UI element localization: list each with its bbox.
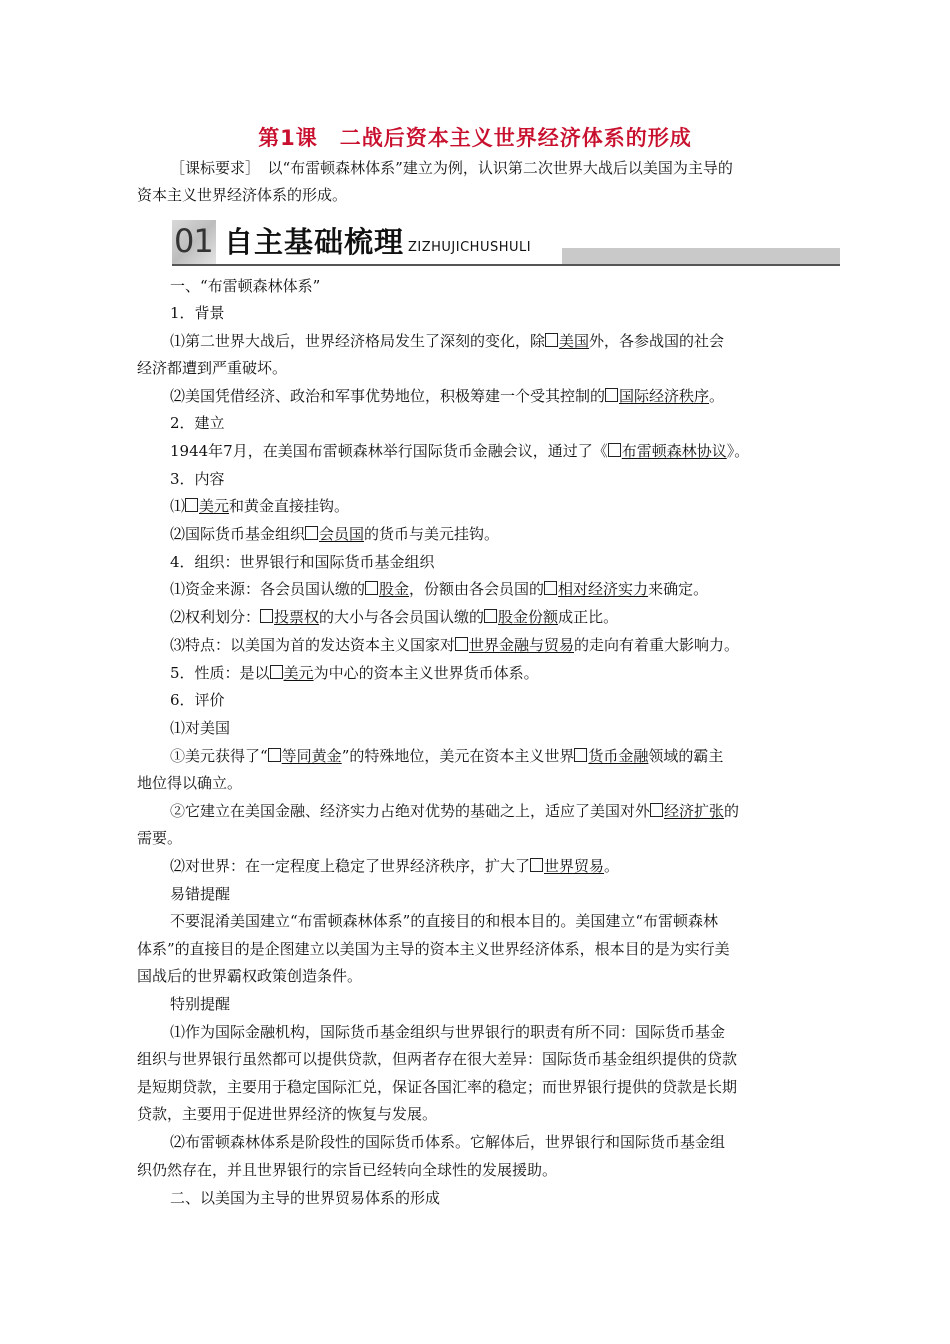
key-term: 世界金融与贸易 — [469, 636, 575, 654]
evaluation-usa-heading: ⑴对美国 — [170, 719, 231, 737]
key-term: 国际经济秩序 — [619, 387, 710, 405]
curriculum-requirement-line-2: 资本主义世界经济体系的形成。 — [137, 186, 348, 204]
tip-special-line-1: ⑴作为国际金融机构，国际货币基金组织与世界银行的职责有所不同：国际货币基金 — [170, 1023, 726, 1041]
tip-error-line-1: 不要混淆美国建立“布雷顿森林体系”的直接目的和根本目的。美国建立“布雷顿森林 — [170, 912, 719, 930]
answer-box-icon — [455, 637, 468, 651]
background-item-1: ⑴第二世界大战后，世界经济格局发生了深刻的变化，除 美国外，各参战国的社会 — [170, 332, 725, 350]
content-item-1: ⑴ 美元和黄金直接挂钩。 — [170, 497, 350, 515]
answer-box-icon — [365, 581, 378, 595]
tip-error-line-3: 国战后的世界霸权政策创造条件。 — [137, 967, 363, 985]
answer-box-icon — [650, 803, 663, 817]
section-banner — [172, 218, 840, 266]
key-term: 等同黄金 — [281, 747, 342, 765]
key-term: 美国 — [559, 332, 590, 350]
tip-error-heading: 易错提醒 — [170, 885, 231, 903]
evaluation-usa-item-1-cont: 地位得以确立。 — [137, 774, 243, 792]
evaluation-heading: 6．评价 — [170, 691, 225, 709]
background-item-1-cont: 经济都遭到严重破坏。 — [137, 359, 288, 377]
organization-item-1: ⑴资金来源：各会员国认缴的 股金，份额由各会员国的 相对经济实力来确定。 — [170, 580, 709, 598]
evaluation-world: ⑵对世界：在一定程度上稳定了世界经济秩序，扩大了 世界贸易。 — [170, 857, 620, 875]
answer-box-icon — [544, 581, 557, 595]
answer-box-icon — [305, 526, 318, 540]
tip-special-line-3: 是短期贷款，主要用于稳定国际汇兑，保证各国汇率的稳定；而世界银行提供的贷款是长期 — [137, 1078, 738, 1096]
organization-heading: 4．组织：世界银行和国际货币基金组织 — [170, 553, 435, 571]
evaluation-usa-item-2-cont: 需要。 — [137, 829, 183, 847]
tip-error-line-2: 体系”的直接目的是企图建立以美国为主导的资本主义世界经济体系，根本目的是为实行美 — [137, 940, 730, 958]
tip-special-line-5: ⑵布雷顿森林体系是阶段性的国际货币体系。它解体后，世界银行和国际货币基金组 — [170, 1133, 726, 1151]
answer-box-icon — [484, 609, 497, 623]
establish-text: 1944年7月，在美国布雷顿森林举行国际货币金融会议，通过了《 布雷顿森林协议》。 — [170, 442, 750, 460]
answer-box-icon — [530, 858, 543, 872]
banner-bar — [562, 248, 840, 264]
answer-box-icon — [608, 443, 621, 457]
tip-special-line-6: 织仍然存在，并且世界银行的宗旨已经转向全球性的发展援助。 — [137, 1161, 558, 1179]
evaluation-usa-item-2: ②它建立在美国金融、经济实力占绝对优势的基础之上，适应了美国对外 经济扩张的 — [170, 802, 740, 820]
banner-pinyin: ZIZHUJICHUSHULI — [408, 240, 532, 255]
key-term: 会员国 — [319, 525, 365, 543]
background-item-2: ⑵美国凭借经济、政治和军事优势地位，积极筹建一个受其控制的 国际经济秩序。 — [170, 387, 725, 405]
organization-item-2: ⑵权利划分： 投票权的大小与各会员国认缴的 股金份额成正比。 — [170, 608, 619, 626]
key-term: 货币金融 — [588, 747, 649, 765]
evaluation-usa-item-1: ①美元获得了“ 等同黄金”的特殊地位，美元在资本主义世界 货币金融领域的霸主 — [170, 747, 724, 765]
content-item-2: ⑵国际货币基金组织 会员国的货币与美元挂钩。 — [170, 525, 500, 543]
curriculum-requirement-line-1: ［课标要求］ 以“布雷顿森林体系”建立为例，认识第二次世界大战后以美国为主导的 — [170, 159, 733, 177]
answer-box-icon — [605, 388, 618, 402]
answer-box-icon — [574, 748, 587, 762]
key-term: 投票权 — [274, 608, 320, 626]
key-term: 美元 — [283, 664, 314, 682]
answer-box-icon — [268, 748, 281, 762]
tip-special-line-4: 贷款，主要用于促进世界经济的恢复与发展。 — [137, 1105, 438, 1123]
section-1-heading: 一、“布雷顿森林体系” — [170, 277, 321, 295]
answer-box-icon — [270, 665, 283, 679]
key-term: 股金 — [379, 580, 410, 598]
key-term: 布雷顿森林协议 — [621, 442, 727, 460]
tip-special-line-2: 组织与世界银行虽然都可以提供贷款，但两者存在很大差异：国际货币基金组织提供的贷款 — [137, 1050, 738, 1068]
answer-box-icon — [545, 333, 558, 347]
tip-special-heading: 特别提醒 — [170, 995, 231, 1013]
background-heading: 1．背景 — [170, 304, 225, 322]
key-term: 股金份额 — [498, 608, 559, 626]
answer-box-icon — [260, 609, 273, 623]
key-term: 经济扩张 — [664, 802, 725, 820]
key-term: 美元 — [199, 497, 230, 515]
key-term: 世界贸易 — [544, 857, 605, 875]
organization-item-3: ⑶特点：以美国为首的发达资本主义国家对 世界金融与贸易的走向有着重大影响力。 — [170, 636, 740, 654]
banner-heading: 自主基础梳理 — [224, 225, 405, 259]
banner-underline — [172, 264, 840, 266]
section-2-heading: 二、以美国为主导的世界贸易体系的形成 — [170, 1189, 441, 1207]
key-term: 相对经济实力 — [558, 580, 649, 598]
lesson-title: 第1课 二战后资本主义世界经济体系的形成 — [258, 126, 692, 150]
banner-number: 01 — [174, 222, 213, 260]
content-heading: 3．内容 — [170, 470, 225, 488]
nature-line: 5．性质：是以 美元为中心的资本主义世界货币体系。 — [170, 664, 539, 682]
answer-box-icon — [185, 498, 198, 512]
establish-heading: 2．建立 — [170, 414, 225, 432]
